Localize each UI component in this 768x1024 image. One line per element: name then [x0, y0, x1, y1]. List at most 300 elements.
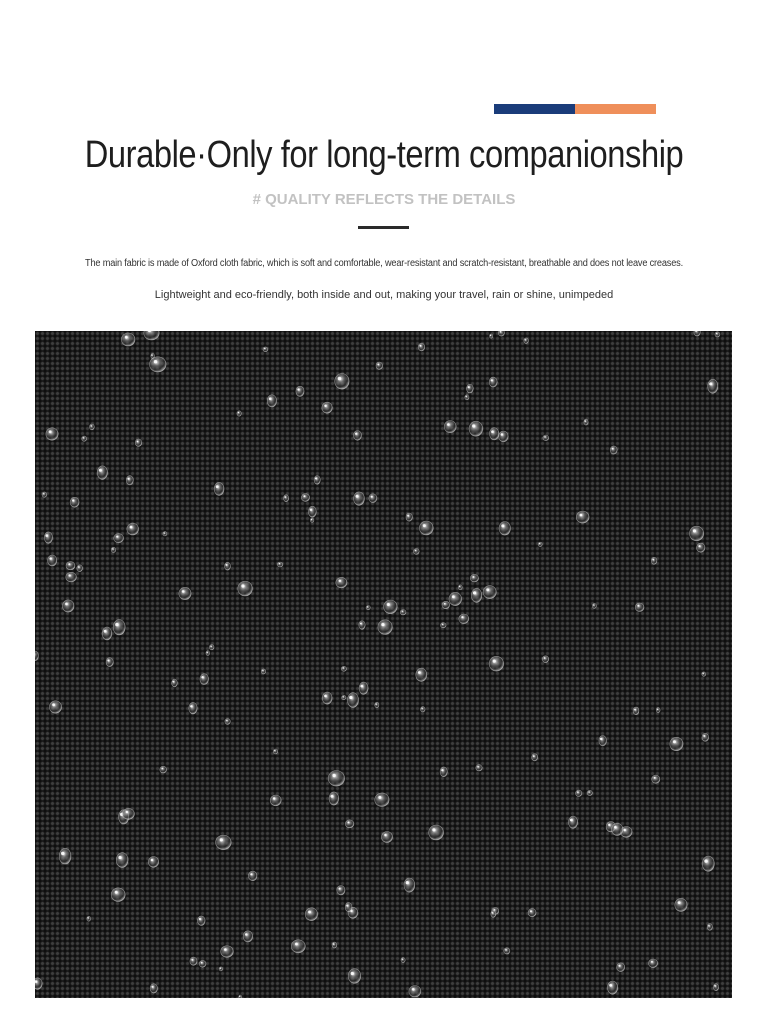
droplet-highlight	[378, 796, 381, 799]
droplet-highlight	[442, 624, 443, 625]
water-droplet	[87, 916, 91, 921]
droplet-highlight	[419, 345, 421, 347]
water-droplet	[702, 856, 714, 871]
droplet-highlight	[415, 550, 416, 551]
droplet-highlight	[264, 348, 265, 349]
water-droplet	[419, 521, 433, 535]
droplet-highlight	[304, 495, 306, 497]
water-droplet	[348, 693, 359, 708]
water-droplet	[337, 886, 345, 895]
water-droplet	[59, 848, 71, 864]
water-droplet	[489, 377, 497, 387]
droplet-highlight	[68, 563, 70, 565]
droplet-highlight	[308, 911, 311, 914]
water-droplet	[189, 703, 197, 714]
droplet-highlight	[199, 918, 201, 920]
water-droplet	[148, 857, 158, 868]
droplet-highlight	[116, 536, 118, 538]
accent-bar-orange	[575, 104, 656, 114]
water-droplet	[342, 695, 346, 699]
droplet-highlight	[371, 496, 373, 498]
droplet-highlight	[49, 557, 51, 559]
water-droplet	[160, 766, 167, 773]
droplet-highlight	[501, 433, 503, 435]
water-droplet	[77, 565, 83, 572]
water-droplet	[341, 666, 346, 671]
accent-bar-blue	[494, 104, 575, 114]
water-droplet	[449, 592, 462, 605]
droplet-highlight	[593, 604, 594, 605]
droplet-highlight	[130, 526, 133, 529]
droplet-highlight	[99, 469, 102, 472]
droplet-highlight	[346, 905, 348, 907]
water-droplet	[336, 577, 347, 587]
water-droplet	[126, 476, 133, 485]
droplet-highlight	[87, 917, 88, 918]
water-droplet	[499, 522, 510, 536]
water-droplet	[42, 492, 47, 497]
droplet-highlight	[600, 738, 602, 740]
droplet-highlight	[432, 828, 435, 831]
droplet-highlight	[634, 709, 636, 711]
droplet-highlight	[714, 985, 716, 987]
droplet-highlight	[525, 339, 526, 340]
water-droplet	[198, 916, 206, 926]
droplet-highlight	[657, 709, 658, 710]
droplet-highlight	[494, 909, 495, 910]
droplet-highlight	[324, 405, 326, 407]
droplet-highlight	[151, 355, 152, 356]
water-droplet	[542, 656, 548, 663]
water-droplet	[384, 600, 398, 614]
title-divider	[358, 226, 409, 229]
water-droplet	[707, 924, 712, 931]
water-droplet	[329, 792, 339, 805]
water-droplet	[221, 946, 234, 958]
droplet-highlight	[284, 496, 286, 498]
droplet-highlight	[339, 888, 341, 890]
droplet-highlight	[126, 811, 128, 813]
droplet-highlight	[609, 984, 612, 987]
water-droplet	[413, 549, 419, 555]
water-droplet	[612, 823, 623, 835]
water-droplet	[375, 793, 389, 806]
water-droplet	[301, 494, 309, 502]
water-droplet	[376, 362, 383, 369]
water-droplet	[489, 656, 503, 671]
water-droplet	[190, 957, 197, 965]
water-droplet	[635, 603, 644, 612]
droplet-highlight	[651, 961, 653, 963]
water-droplet	[694, 331, 700, 336]
droplet-highlight	[570, 819, 573, 822]
water-droplet	[310, 518, 314, 522]
water-droplet	[675, 898, 687, 911]
droplet-highlight	[530, 910, 532, 912]
droplet-highlight	[698, 545, 700, 547]
water-droplet	[113, 620, 125, 635]
water-droplet	[309, 506, 317, 517]
water-droplet	[106, 658, 113, 667]
water-droplet	[499, 431, 509, 442]
droplet-highlight	[241, 584, 244, 587]
droplet-highlight	[459, 586, 460, 587]
droplet-highlight	[343, 696, 344, 697]
droplet-highlight	[423, 524, 426, 527]
droplet-highlight	[279, 563, 280, 564]
water-droplet	[209, 645, 214, 650]
droplet-highlight	[164, 532, 165, 533]
droplet-highlight	[49, 430, 52, 433]
water-droplet	[345, 820, 354, 828]
droplet-highlight	[654, 777, 656, 779]
water-droplet	[382, 832, 393, 843]
droplet-highlight	[295, 943, 298, 946]
water-droplet	[690, 526, 704, 541]
droplet-highlight	[491, 430, 494, 433]
droplet-highlight	[493, 660, 496, 663]
droplet-highlight	[216, 485, 219, 488]
water-droplet	[284, 495, 289, 502]
droplet-highlight	[477, 766, 478, 767]
droplet-highlight	[501, 524, 504, 527]
droplet-highlight	[162, 768, 163, 769]
water-droplet	[400, 610, 406, 615]
water-droplet	[82, 436, 87, 441]
water-droplet	[238, 581, 253, 596]
droplet-highlight	[577, 791, 578, 792]
water-droplet	[66, 562, 75, 570]
droplet-highlight	[673, 740, 676, 743]
droplet-highlight	[351, 972, 354, 975]
water-droplet	[49, 701, 61, 713]
droplet-highlight	[447, 423, 450, 426]
droplet-highlight	[505, 949, 506, 950]
water-droplet	[296, 386, 304, 396]
droplet-highlight	[118, 856, 121, 859]
droplet-highlight	[580, 514, 583, 517]
water-droplet	[263, 347, 268, 352]
droplet-highlight	[107, 660, 109, 662]
water-droplet	[345, 903, 352, 912]
droplet-highlight	[343, 667, 344, 668]
water-droplet	[214, 482, 224, 495]
droplet-highlight	[466, 396, 467, 397]
droplet-highlight	[492, 912, 493, 913]
water-droplet	[111, 888, 125, 902]
water-droplet	[116, 853, 128, 868]
water-droplet	[200, 674, 209, 685]
droplet-highlight	[418, 671, 421, 674]
droplet-highlight	[709, 382, 712, 385]
droplet-highlight	[274, 750, 275, 751]
water-droplet	[375, 702, 379, 707]
droplet-highlight	[452, 595, 455, 598]
droplet-highlight	[387, 603, 390, 606]
water-droplet	[102, 627, 112, 640]
water-droplet	[62, 600, 74, 612]
droplet-highlight	[333, 943, 334, 944]
water-droplet	[328, 771, 344, 787]
droplet-highlight	[225, 564, 227, 566]
droplet-highlight	[539, 543, 540, 544]
water-droplet	[569, 816, 578, 828]
water-droplet	[697, 543, 705, 552]
droplet-highlight	[412, 988, 415, 991]
droplet-highlight	[407, 515, 409, 517]
water-droplet	[543, 435, 549, 441]
droplet-highlight	[172, 681, 174, 683]
water-droplet	[576, 511, 589, 523]
droplet-highlight	[220, 838, 223, 841]
water-droplet	[470, 574, 478, 582]
water-droplet	[652, 775, 660, 783]
droplet-highlight	[375, 704, 376, 705]
droplet-highlight	[201, 962, 203, 964]
droplet-highlight	[444, 603, 446, 605]
droplet-highlight	[269, 397, 272, 400]
water-droplet	[401, 958, 405, 963]
water-droplet	[528, 909, 536, 917]
water-droplet	[359, 682, 368, 694]
droplet-highlight	[154, 360, 157, 363]
droplet-highlight	[182, 590, 185, 593]
droplet-highlight	[406, 881, 409, 884]
water-droplet	[348, 969, 361, 984]
droplet-highlight	[473, 591, 476, 594]
water-droplet	[225, 562, 231, 570]
water-droplet	[291, 940, 305, 953]
water-droplet	[111, 547, 116, 552]
water-droplet	[418, 343, 425, 351]
droplet-highlight	[360, 623, 362, 625]
water-droplet	[429, 825, 444, 840]
water-droplet	[617, 963, 625, 972]
droplet-highlight	[360, 685, 363, 688]
droplet-highlight	[584, 420, 585, 421]
droplet-highlight	[273, 797, 275, 799]
water-droplet	[122, 808, 134, 819]
droplet-highlight	[72, 499, 74, 501]
water-droplet	[66, 572, 77, 582]
droplet-highlight	[693, 529, 696, 532]
water-droplet	[490, 428, 499, 440]
droplet-highlight	[239, 996, 240, 997]
water-droplet	[248, 871, 257, 881]
page-title: Durable·Only for long-term companionship	[84, 134, 684, 176]
water-droplet	[225, 719, 230, 725]
droplet-highlight	[500, 331, 501, 332]
water-droplet	[532, 754, 538, 761]
water-droplet	[467, 384, 474, 393]
water-droplet	[504, 948, 510, 954]
droplet-highlight	[151, 859, 153, 861]
droplet-highlight	[491, 379, 493, 381]
droplet-highlight	[468, 386, 470, 388]
droplet-highlight	[332, 774, 335, 777]
water-droplet	[442, 601, 450, 608]
water-droplet	[354, 492, 365, 505]
droplet-highlight	[125, 336, 128, 339]
water-droplet	[127, 523, 139, 535]
droplet-highlight	[104, 630, 107, 633]
water-droplet	[322, 692, 332, 704]
water-droplet	[261, 669, 266, 674]
droplet-highlight	[324, 695, 327, 698]
water-droplet	[151, 353, 155, 358]
water-droplet	[471, 588, 481, 602]
droplet-highlight	[137, 441, 139, 443]
water-droplet	[409, 986, 421, 998]
water-droplet	[314, 476, 320, 485]
droplet-highlight	[716, 333, 717, 334]
droplet-highlight	[402, 959, 403, 960]
droplet-highlight	[367, 606, 368, 607]
droplet-highlight	[151, 986, 153, 988]
water-droplet	[332, 942, 337, 948]
water-droplet	[708, 379, 718, 393]
water-droplet	[172, 679, 178, 687]
droplet-highlight	[486, 588, 489, 591]
droplet-highlight	[115, 623, 118, 626]
droplet-highlight	[43, 493, 44, 494]
water-droplet	[469, 421, 483, 436]
droplet-highlight	[652, 559, 654, 561]
droplet-highlight	[441, 769, 443, 771]
droplet-highlight	[224, 948, 227, 951]
water-droplet	[421, 707, 426, 712]
water-droplet	[416, 668, 427, 681]
water-droplet	[498, 331, 504, 336]
droplet-highlight	[226, 720, 227, 721]
water-droplets	[35, 331, 732, 998]
water-droplet	[206, 651, 210, 656]
droplet-highlight	[402, 611, 403, 612]
water-droplet	[35, 978, 42, 989]
water-droplet	[163, 532, 167, 536]
water-droplet	[135, 439, 142, 446]
droplet-highlight	[544, 657, 545, 658]
droplet-highlight	[612, 448, 614, 450]
water-droplet	[465, 395, 469, 400]
water-droplet	[656, 708, 660, 713]
droplet-highlight	[207, 652, 208, 653]
droplet-highlight	[245, 933, 247, 935]
water-droplet	[670, 737, 683, 750]
droplet-highlight	[250, 873, 252, 875]
accent-bar	[494, 104, 656, 114]
droplet-highlight	[262, 670, 263, 671]
droplet-highlight	[618, 965, 620, 967]
water-droplet	[237, 411, 241, 416]
water-droplet	[144, 331, 159, 340]
droplet-highlight	[112, 548, 113, 549]
droplet-highlight	[115, 891, 118, 894]
water-droplet	[476, 765, 482, 771]
droplet-highlight	[52, 703, 55, 706]
water-droplet	[335, 374, 349, 390]
droplet-highlight	[708, 925, 709, 926]
water-droplet	[277, 562, 282, 567]
water-droplet	[322, 402, 332, 413]
droplet-highlight	[238, 412, 239, 413]
water-droplet	[366, 606, 370, 610]
droplet-highlight	[678, 901, 681, 904]
droplet-highlight	[381, 623, 384, 626]
water-droplet	[633, 707, 639, 715]
droplet-highlight	[45, 534, 48, 537]
water-droplet	[538, 542, 542, 546]
droplet-highlight	[78, 566, 79, 567]
droplet-highlight	[533, 755, 535, 757]
water-droplet	[592, 603, 596, 608]
droplet-highlight	[544, 436, 545, 437]
droplet-highlight	[297, 388, 299, 390]
droplet-highlight	[91, 425, 92, 426]
water-droplet	[35, 651, 38, 661]
water-droplet	[651, 557, 657, 564]
droplet-highlight	[220, 968, 221, 969]
droplet-highlight	[61, 852, 64, 855]
water-droplet	[459, 614, 469, 624]
water-droplet	[378, 620, 392, 635]
water-droplet	[491, 911, 496, 918]
water-droplet	[441, 623, 447, 628]
droplet-highlight	[315, 477, 317, 479]
droplet-highlight	[614, 826, 617, 829]
water-droplet	[483, 586, 496, 599]
water-droplet	[46, 428, 58, 440]
water-droplet	[713, 984, 718, 991]
water-droplet	[359, 621, 365, 630]
droplet-highlight	[473, 576, 475, 578]
page-subtitle: # QUALITY REFLECTS THE DETAILS	[252, 191, 516, 208]
droplet-highlight	[191, 959, 193, 961]
water-droplet	[114, 534, 124, 543]
water-droplet	[97, 466, 107, 480]
water-droplet	[273, 749, 277, 754]
droplet-highlight	[348, 822, 350, 824]
water-droplet	[219, 967, 222, 971]
water-droplet	[524, 338, 529, 344]
water-droplet	[406, 513, 412, 521]
droplet-highlight	[338, 377, 341, 380]
droplet-highlight	[311, 519, 312, 520]
water-droplet	[702, 733, 709, 741]
droplet-highlight	[356, 495, 359, 498]
droplet-highlight	[65, 603, 68, 606]
water-droplet	[587, 790, 592, 795]
water-droplet	[199, 960, 206, 967]
water-droplet	[702, 672, 706, 676]
droplet-highlight	[608, 824, 610, 826]
droplet-highlight	[355, 433, 357, 435]
water-droplet	[444, 421, 456, 433]
droplet-highlight	[330, 795, 333, 798]
water-droplet	[404, 878, 415, 892]
water-droplet	[243, 931, 253, 942]
water-droplet	[179, 587, 191, 599]
water-droplet	[354, 431, 362, 441]
water-droplet	[649, 959, 658, 968]
description-fabric: The main fabric is made of Oxford cloth fabric, which is soft and comfortable, wear-resistant and scratch-resistant, breathable and does not leave creases.	[85, 258, 683, 269]
droplet-highlight	[310, 509, 312, 511]
water-droplet	[150, 984, 157, 993]
droplet-highlight	[472, 424, 475, 427]
droplet-highlight	[637, 605, 639, 607]
droplet-highlight	[349, 696, 352, 699]
water-droplet	[216, 835, 232, 849]
